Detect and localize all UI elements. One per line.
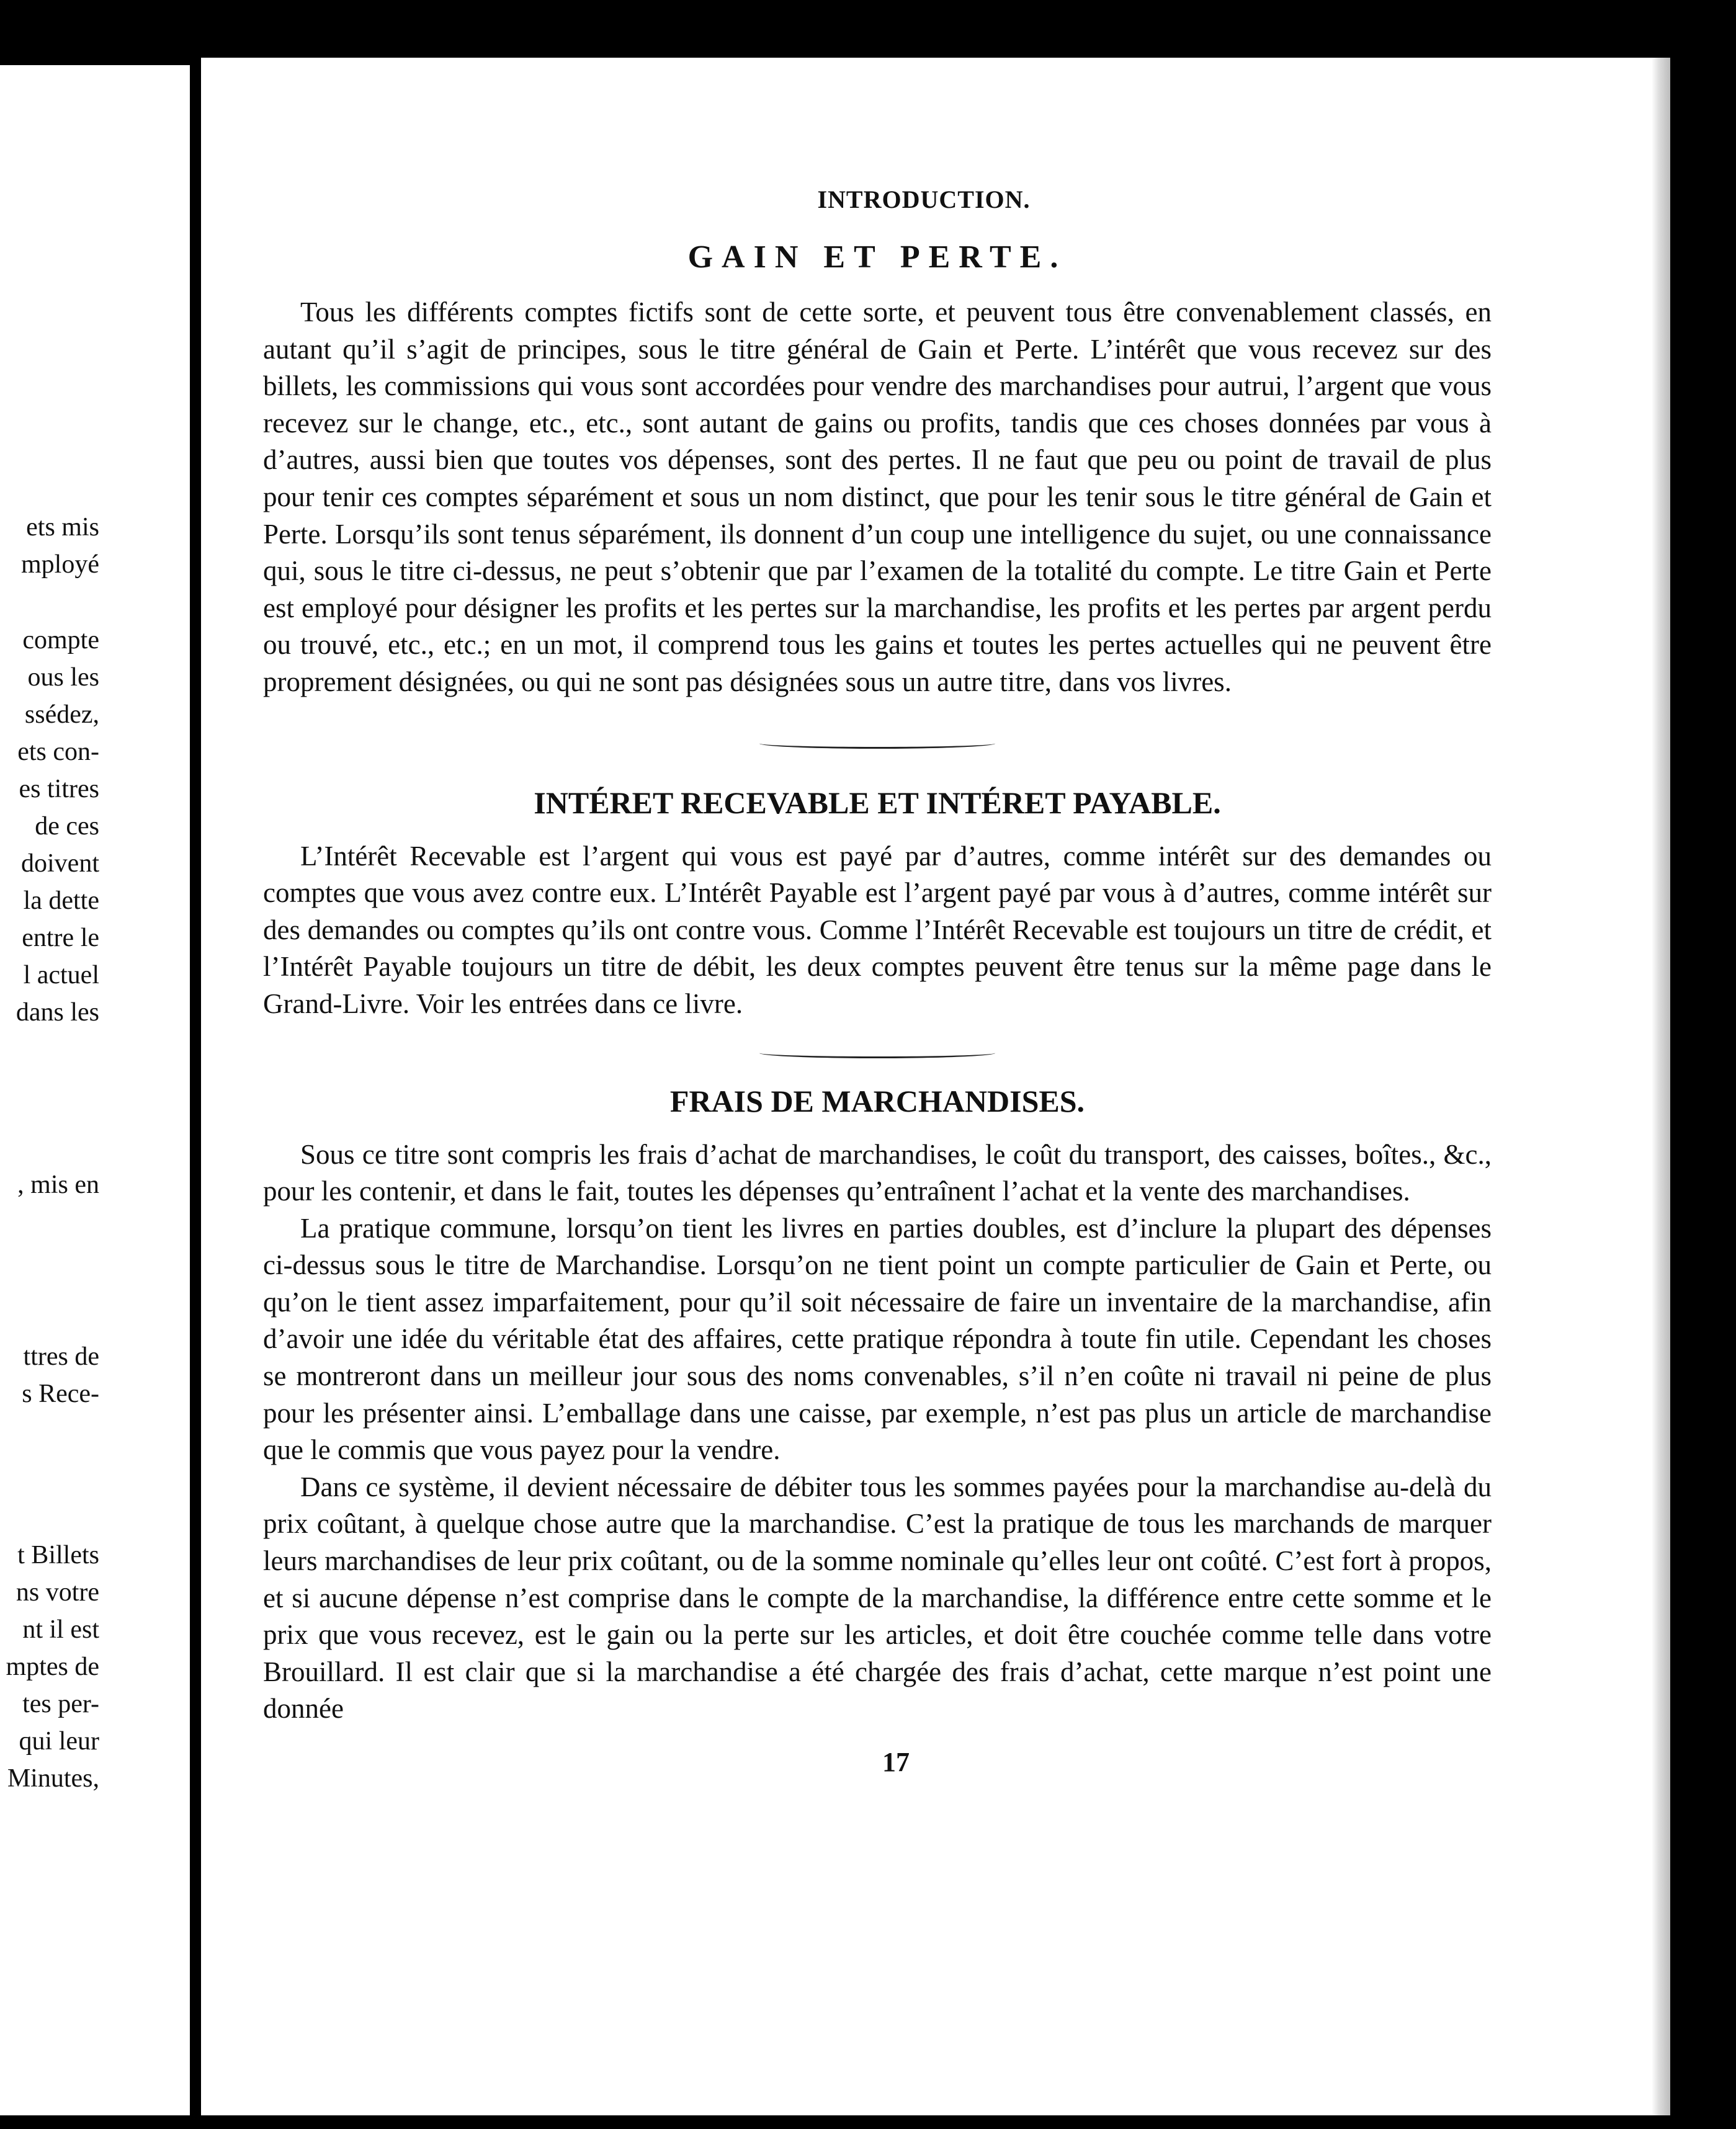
facing-page-line: ns votre xyxy=(16,1578,99,1607)
section-gain-et-perte xyxy=(263,239,1492,701)
facing-page-line: ssédez, xyxy=(24,700,99,729)
paragraph: Sous ce titre sont compris les frais d’achat de marchandises, le coût du transport, des caisses, boîtes., &c., pour les contenir, et dans le fait, toutes les dépenses qu’entraînent l’achat et la vente des marchandises. xyxy=(263,1138,1492,1207)
facing-page-line: es titres xyxy=(19,775,99,803)
page-spine-shadow xyxy=(1652,58,1670,2115)
facing-page-line: l actuel xyxy=(23,961,99,989)
facing-page-line: s Rece- xyxy=(22,1380,99,1408)
book-page xyxy=(201,58,1670,2115)
facing-page-line: Minutes, xyxy=(7,1764,99,1793)
page-content xyxy=(263,185,1492,1778)
paragraph: La pratique commune, lorsqu’on tient les livres en parties doubles, est d’inclure la plupart des dépenses ci-dessus sous le titre de Marchandise. Lorsqu’on ne tient point un compte particulier de Gain et Perte, ou qu’on le tient assez imparfaitement, pour qu’il soit nécessaire de faire un inventaire de la marchandise, afin d’avoir une idée du véritable état des affaires, cette pratique répondra à toute fin utile. Cependant les choses se montreront dans un meilleur jour sous des noms convenables, s’il n’en coûte ni travail ni peine de plus pour les présenter ainsi. L’emballage dans une caisse, par exemple, n’est pas plus un article de marchandise que le commis que vous payez pour la vendre. xyxy=(263,1212,1492,1466)
facing-page-line: de ces xyxy=(35,812,99,841)
facing-page-fragment xyxy=(0,65,190,2115)
section-divider xyxy=(759,738,995,749)
section-heading: FRAIS DE MARCHANDISES. xyxy=(669,1083,1085,1118)
facing-page-line: , mis en xyxy=(17,1171,99,1199)
facing-page-line: entre le xyxy=(22,924,99,952)
paragraph: Dans ce système, il devient nécessaire de débiter tous les sommes payées pour la marchandise au-delà du prix coûtant, à quelque chose autre que la marchandise. C’est la pratique de tous les marchands de marquer leurs marchandises de leur prix coûtant, ou de la somme nominale qu’elles leur ont coûté. C’est fort à propos, et si aucune dépense n’est comprise dans le compte de la marchandise, la différence entre cette somme et le prix que vous recevez, est le gain ou la perte sur les articles, et doit être couchée comme telle dans votre Brouillard. Il est clair que si la marchandise a été chargée des frais d’achat, cette marque n’est point une donnée xyxy=(263,1471,1492,1725)
page-number: 17 xyxy=(882,1747,910,1777)
facing-page-line: dans les xyxy=(16,998,99,1027)
facing-page-line: ttres de xyxy=(23,1342,99,1371)
facing-page-line: la dette xyxy=(23,886,99,915)
facing-page-line: ets mis xyxy=(26,513,99,542)
section-heading: GAIN ET PERTE. xyxy=(687,239,1067,275)
paragraph: Tous les différents comptes fictifs sont de cette sorte, et peuvent tous être convenablement classés, en autant qu’il s’agit de principes, sous le titre général de Gain et Perte. L’intérêt que vous recevez sur des billets, les commissions qui vous sont accordées pour vendre des marchandises pour autrui, l’argent que vous recevez sur le change, etc., etc., sont autant de gains ou profits, tandis que ces choses données par vous à d’autres, aussi bien que toutes vos dépenses, sont des pertes. Il ne faut que peu ou point de travail de plus pour tenir ces comptes séparément et sous un nom distinct, que pour les tenir sous le titre général de Gain et Perte. Lorsqu’ils sont tenus séparément, ils donnent d’un coup une intelligence du sujet, ou une connaissance qui, sous le titre ci-dessus, ne peut s’obtenir que par l’examen de la totalité du compte. Le titre Gain et Perte est employé pour désigner les profits et les pertes sur la marchandise, les profits et les pertes par argent perdu ou trouvé, etc., etc.; en un mot, il comprend tous les gains et toutes les pertes actuelles qui ne peuvent être proprement désignées, ou qui ne sont pas désignées sous un autre titre, dans vos livres. xyxy=(263,297,1492,697)
running-head: INTRODUCTION. xyxy=(817,185,1031,213)
facing-page-line: qui leur xyxy=(19,1727,99,1756)
section-frais-de-marchandises xyxy=(263,1083,1492,1728)
facing-page-line: doivent xyxy=(21,849,99,878)
section-heading: INTÉRET RECEVABLE ET INTÉRET PAYABLE. xyxy=(534,785,1221,820)
facing-page-line: mployé xyxy=(21,550,99,579)
facing-page-line: compte xyxy=(22,626,99,654)
facing-page-line: ous les xyxy=(27,663,99,692)
facing-page-line: t Billets xyxy=(17,1541,99,1569)
paragraph: L’Intérêt Recevable est l’argent qui vous est payé par d’autres, comme intérêt sur des demandes ou comptes que vous avez contre eux. L’Intérêt Payable est l’argent payé par vous à d’autres, comme intérêt sur des demandes ou comptes qu’ils ont contre vous. Comme l’Intérêt Recevable est toujours un titre de crédit, et l’Intérêt Payable toujours un titre de débit, les deux comptes peuvent être tenus sur la même page dans le Grand-Livre. Voir les entrées dans ce livre. xyxy=(263,840,1492,1019)
section-interet xyxy=(263,785,1492,1023)
facing-page-line: mptes de xyxy=(6,1653,99,1681)
section-divider xyxy=(759,1048,995,1058)
facing-page-line: nt il est xyxy=(22,1615,99,1644)
facing-page-line: ets con- xyxy=(17,738,99,766)
facing-page-line: tes per- xyxy=(22,1690,99,1718)
